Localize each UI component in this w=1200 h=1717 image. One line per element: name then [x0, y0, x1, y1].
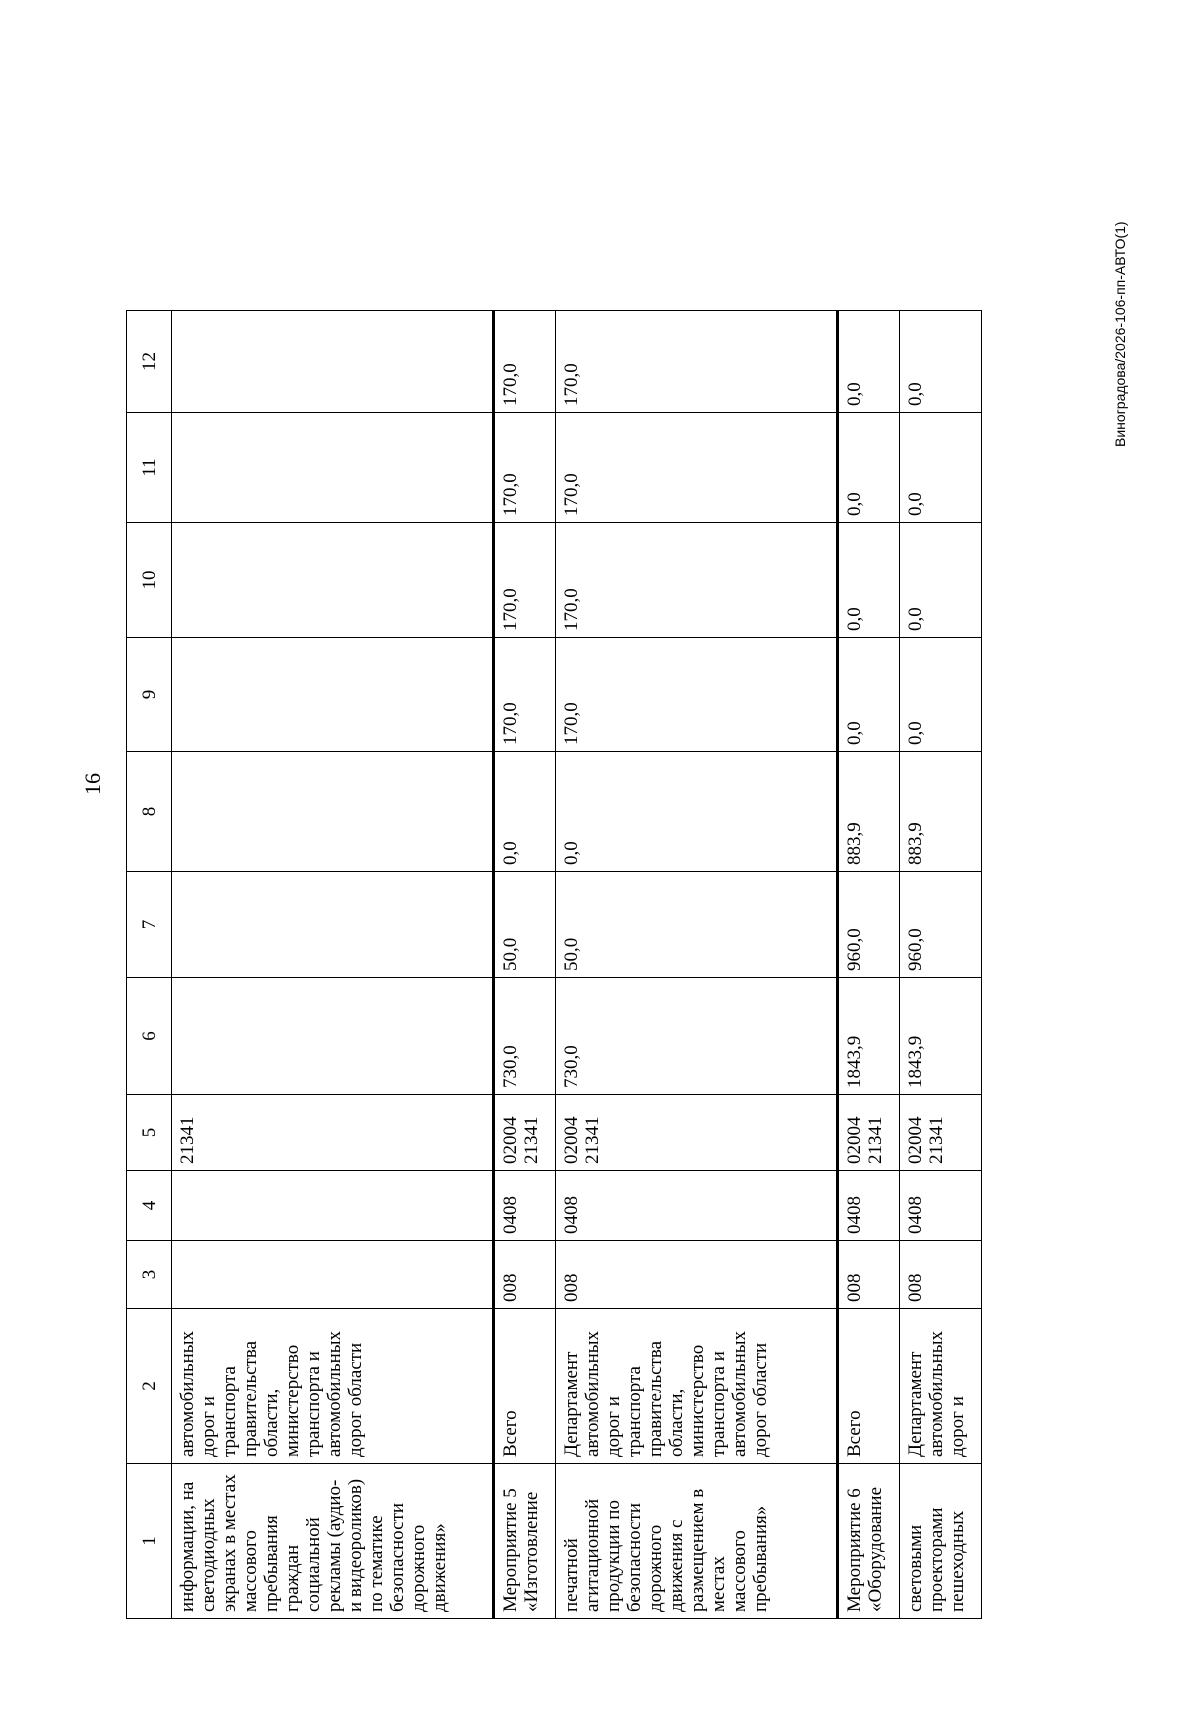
table-cell: 008	[838, 1241, 900, 1309]
header-cell: 7	[127, 872, 172, 978]
header-cell: 5	[127, 1095, 172, 1171]
header-cell: 10	[127, 523, 172, 638]
table-cell: информации, на светодиодных экранах в местах массового пребывания граждан социальной рекламы (аудио- и видеороликов) по тематике безопасности дорожного движения»	[172, 1464, 494, 1619]
header-cell: 11	[127, 413, 172, 523]
table-cell: 0,0	[900, 311, 982, 413]
table-row	[494, 311, 556, 1619]
table-cell: 960,0	[900, 872, 982, 978]
table-cell: Всего	[838, 1309, 900, 1464]
table-cell: 960,0	[838, 872, 900, 978]
table-cell: 730,0	[556, 978, 838, 1095]
table-cell: 170,0	[494, 413, 556, 523]
table-cell: 50,0	[556, 872, 838, 978]
table-cell: 0,0	[556, 752, 838, 872]
header-cell: 9	[127, 638, 172, 752]
table-cell: 02004 21341	[900, 1095, 982, 1171]
table-cell: Всего	[494, 1309, 556, 1464]
table-cell: 02004 21341	[838, 1095, 900, 1171]
table-cell: 008	[556, 1241, 838, 1309]
table-cell: Мероприятие 6 «Оборудование	[838, 1464, 900, 1619]
table-cell: 170,0	[556, 523, 838, 638]
table-cell: 1843,9	[900, 978, 982, 1095]
table-cell: 0,0	[838, 638, 900, 752]
header-cell: 1	[127, 1464, 172, 1619]
table-cell	[172, 872, 494, 978]
header-row	[127, 311, 172, 1619]
table-cell	[172, 752, 494, 872]
header-cell: 3	[127, 1241, 172, 1309]
table-cell	[172, 1241, 494, 1309]
budget-table	[126, 310, 982, 1619]
table-cell: 170,0	[494, 523, 556, 638]
header-cell: 4	[127, 1171, 172, 1241]
table-cell	[172, 523, 494, 638]
table-cell: 170,0	[556, 638, 838, 752]
table-cell: 50,0	[494, 872, 556, 978]
table-cell: Департамент автомобильных дорог и транспорта правительства области, министерство транспорта и автомобильных дорог области	[556, 1309, 838, 1464]
table-cell: 0,0	[900, 413, 982, 523]
header-cell: 6	[127, 978, 172, 1095]
table-cell: 1843,9	[838, 978, 900, 1095]
header-cell: 2	[127, 1309, 172, 1464]
table-cell: 0,0	[900, 638, 982, 752]
table-cell	[172, 413, 494, 523]
table-cell: печатной агитационной продукции по безопасности дорожного движения с размещением в местах массового пребывания»	[556, 1464, 838, 1619]
table-row	[900, 311, 982, 1619]
table-cell: 0408	[900, 1171, 982, 1241]
table-cell	[172, 638, 494, 752]
table-cell	[172, 311, 494, 413]
table-cell: 170,0	[556, 311, 838, 413]
header-cell: 12	[127, 311, 172, 413]
table-cell: 730,0	[494, 978, 556, 1095]
table-cell	[172, 978, 494, 1095]
table-cell: 883,9	[838, 752, 900, 872]
table-cell: 008	[900, 1241, 982, 1309]
document-code: Виноградова/2026-106-пп-АВТО(1)	[1112, 221, 1128, 447]
table-row	[556, 311, 838, 1619]
table-cell: 170,0	[556, 413, 838, 523]
table-cell: автомобильных дорог и транспорта правительства области, министерство транспорта и автомобильных дорог области	[172, 1309, 494, 1464]
table-cell: 0,0	[838, 413, 900, 523]
table-cell: 0408	[838, 1171, 900, 1241]
table-cell: 0408	[556, 1171, 838, 1241]
table-cell: 21341	[172, 1095, 494, 1171]
table-cell: световыми проекторами пешеходных	[900, 1464, 982, 1619]
table-cell	[172, 1171, 494, 1241]
table-cell: 0,0	[838, 523, 900, 638]
table-cell: Департамент автомобильных дорог и	[900, 1309, 982, 1464]
table-cell: 170,0	[494, 638, 556, 752]
header-cell: 8	[127, 752, 172, 872]
table-cell: 883,9	[900, 752, 982, 872]
table-cell: 0,0	[494, 752, 556, 872]
table-cell: 02004 21341	[494, 1095, 556, 1171]
table-cell: 0408	[494, 1171, 556, 1241]
page-number: 16	[80, 773, 105, 795]
table-row	[172, 311, 494, 1619]
table-cell: 008	[494, 1241, 556, 1309]
table-row	[838, 311, 900, 1619]
table-cell: 0,0	[900, 523, 982, 638]
table-cell: 170,0	[494, 311, 556, 413]
table-cell: 0,0	[838, 311, 900, 413]
table-cell: 02004 21341	[556, 1095, 838, 1171]
table-cell: Мероприятие 5 «Изготовление	[494, 1464, 556, 1619]
